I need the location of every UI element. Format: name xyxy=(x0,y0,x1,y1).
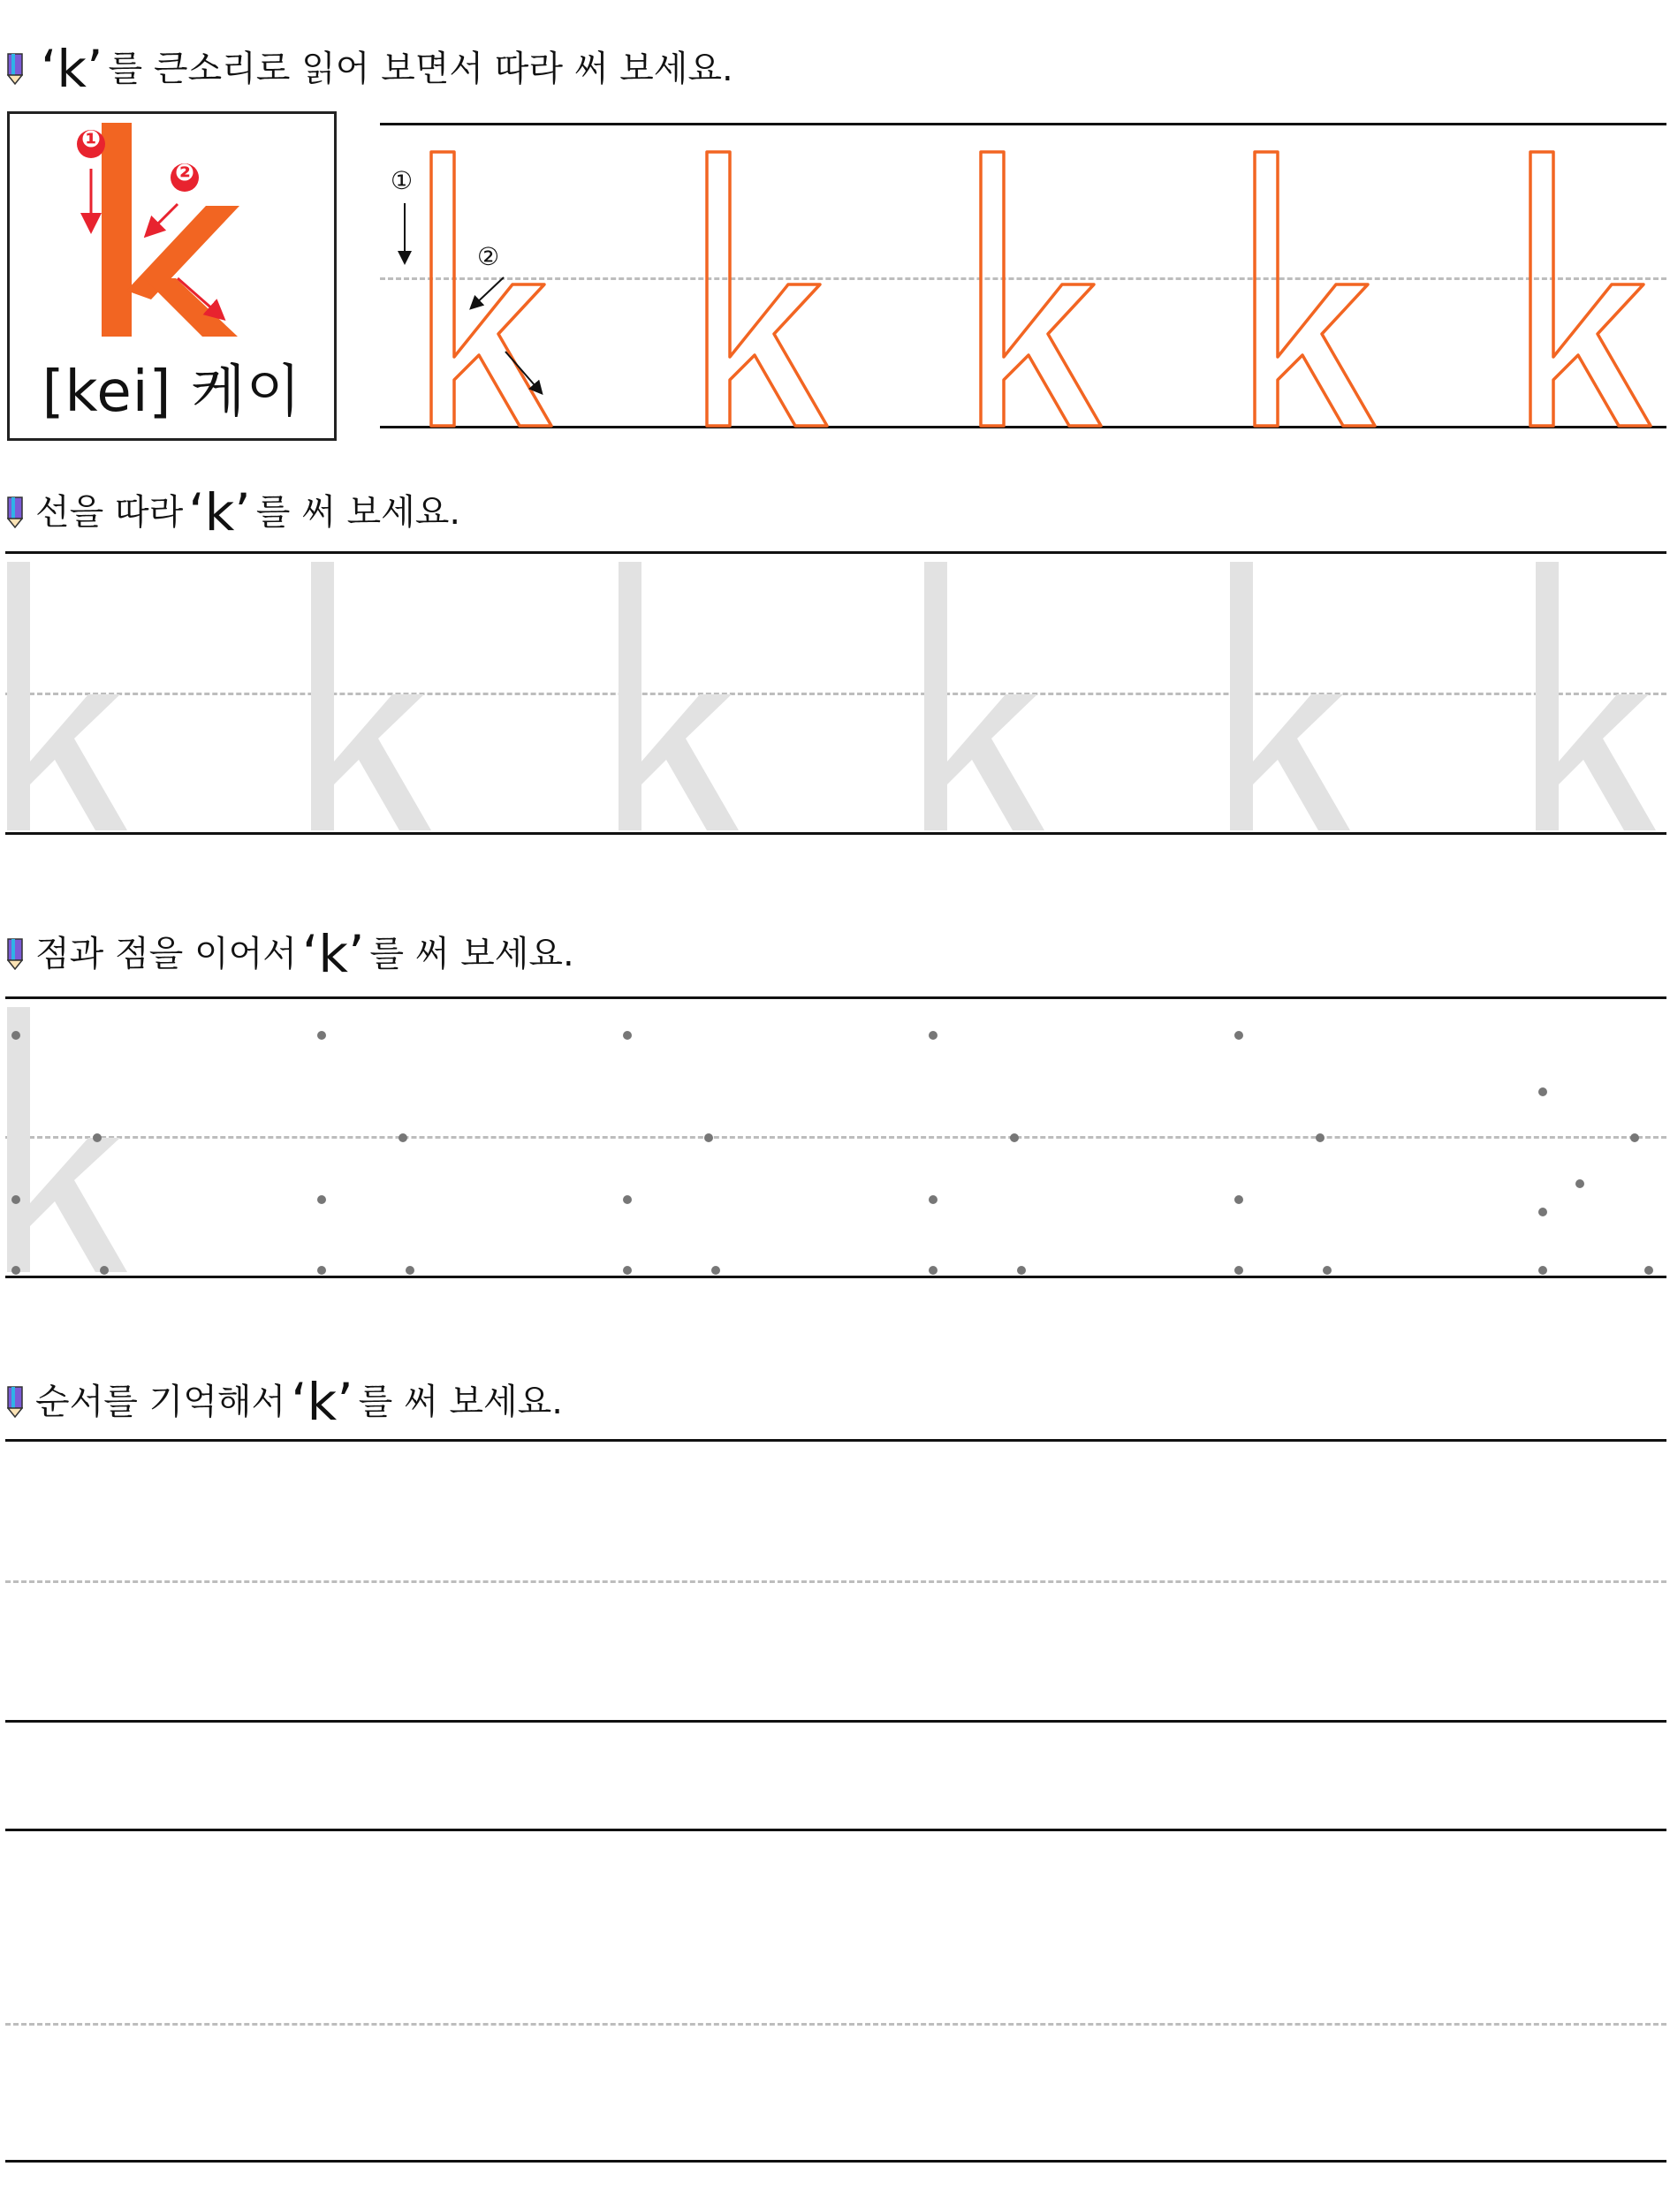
gray-trace-letter-k xyxy=(7,562,127,830)
guide-dot xyxy=(1630,1133,1639,1142)
guide-dot xyxy=(623,1266,632,1275)
section-title-letter: ‘k’ xyxy=(41,39,103,99)
stroke-number-2: ❷ xyxy=(174,160,194,186)
guide-number-2: ② xyxy=(477,242,500,271)
section-title-suffix: 를 써 보세요. xyxy=(369,934,574,974)
guide-dot xyxy=(929,1266,937,1275)
guide-dot xyxy=(317,1031,326,1040)
gray-trace-letter-k xyxy=(7,1007,127,1272)
guide-dot xyxy=(1234,1195,1243,1204)
guide-dot xyxy=(929,1195,937,1204)
section-title-prefix: 순서를 기억해서 xyxy=(35,1382,286,1422)
guide-dot xyxy=(317,1195,326,1204)
guide-dot xyxy=(1010,1133,1019,1142)
gray-trace-letter-k xyxy=(924,562,1044,830)
guide-number-1: ① xyxy=(391,166,414,195)
guide-dot xyxy=(623,1195,632,1204)
guide-dot xyxy=(1316,1133,1325,1142)
guide-dot xyxy=(1234,1031,1243,1040)
outline-letter-k xyxy=(981,152,1101,426)
pronunciation-label: [kei] 케이 xyxy=(42,360,302,425)
guide-dot xyxy=(711,1266,720,1275)
guide-dot xyxy=(929,1031,937,1040)
gray-trace-letter-k xyxy=(1230,562,1350,830)
section-title-letter: ‘k’ xyxy=(291,1372,353,1432)
guide-dot xyxy=(1538,1087,1547,1096)
section-title-suffix: 를 큰소리로 읽어 보면서 따라 써 보세요. xyxy=(108,49,733,89)
stroke-number-1: ❶ xyxy=(80,126,101,153)
guide-dot xyxy=(1017,1266,1026,1275)
guide-dot xyxy=(1234,1266,1243,1275)
gray-trace-letter-k xyxy=(619,562,739,830)
guide-dot xyxy=(399,1133,407,1142)
guide-dot xyxy=(11,1031,20,1040)
gray-trace-letter-k xyxy=(1536,562,1656,830)
guide-arrow-3 xyxy=(505,352,541,392)
outline-letter-k xyxy=(1530,152,1651,426)
section-title-letter: ‘k’ xyxy=(188,482,251,542)
guide-dot xyxy=(100,1266,109,1275)
guide-dot xyxy=(1575,1179,1584,1188)
guide-dot xyxy=(93,1133,102,1142)
guide-dot xyxy=(11,1195,20,1204)
guide-dot xyxy=(317,1266,326,1275)
gray-trace-letter-k xyxy=(311,562,431,830)
guide-dot xyxy=(11,1266,20,1275)
guide-dot xyxy=(406,1266,414,1275)
section-title-suffix: 를 써 보세요. xyxy=(358,1382,564,1422)
outline-letter-k xyxy=(707,152,827,426)
guide-dot xyxy=(1538,1208,1547,1216)
outline-letter-k xyxy=(1255,152,1375,426)
section-title-prefix: 점과 점을 이어서 xyxy=(35,934,297,974)
guide-dot xyxy=(1323,1266,1332,1275)
section-title-prefix: 선을 따라 xyxy=(35,492,184,533)
guide-dot xyxy=(1644,1266,1653,1275)
section-title-suffix: 를 써 보세요. xyxy=(255,492,461,533)
guide-dot xyxy=(623,1031,632,1040)
guide-dot xyxy=(704,1133,713,1142)
section-title-letter: ‘k’ xyxy=(301,924,365,984)
guide-dot xyxy=(1538,1266,1547,1275)
